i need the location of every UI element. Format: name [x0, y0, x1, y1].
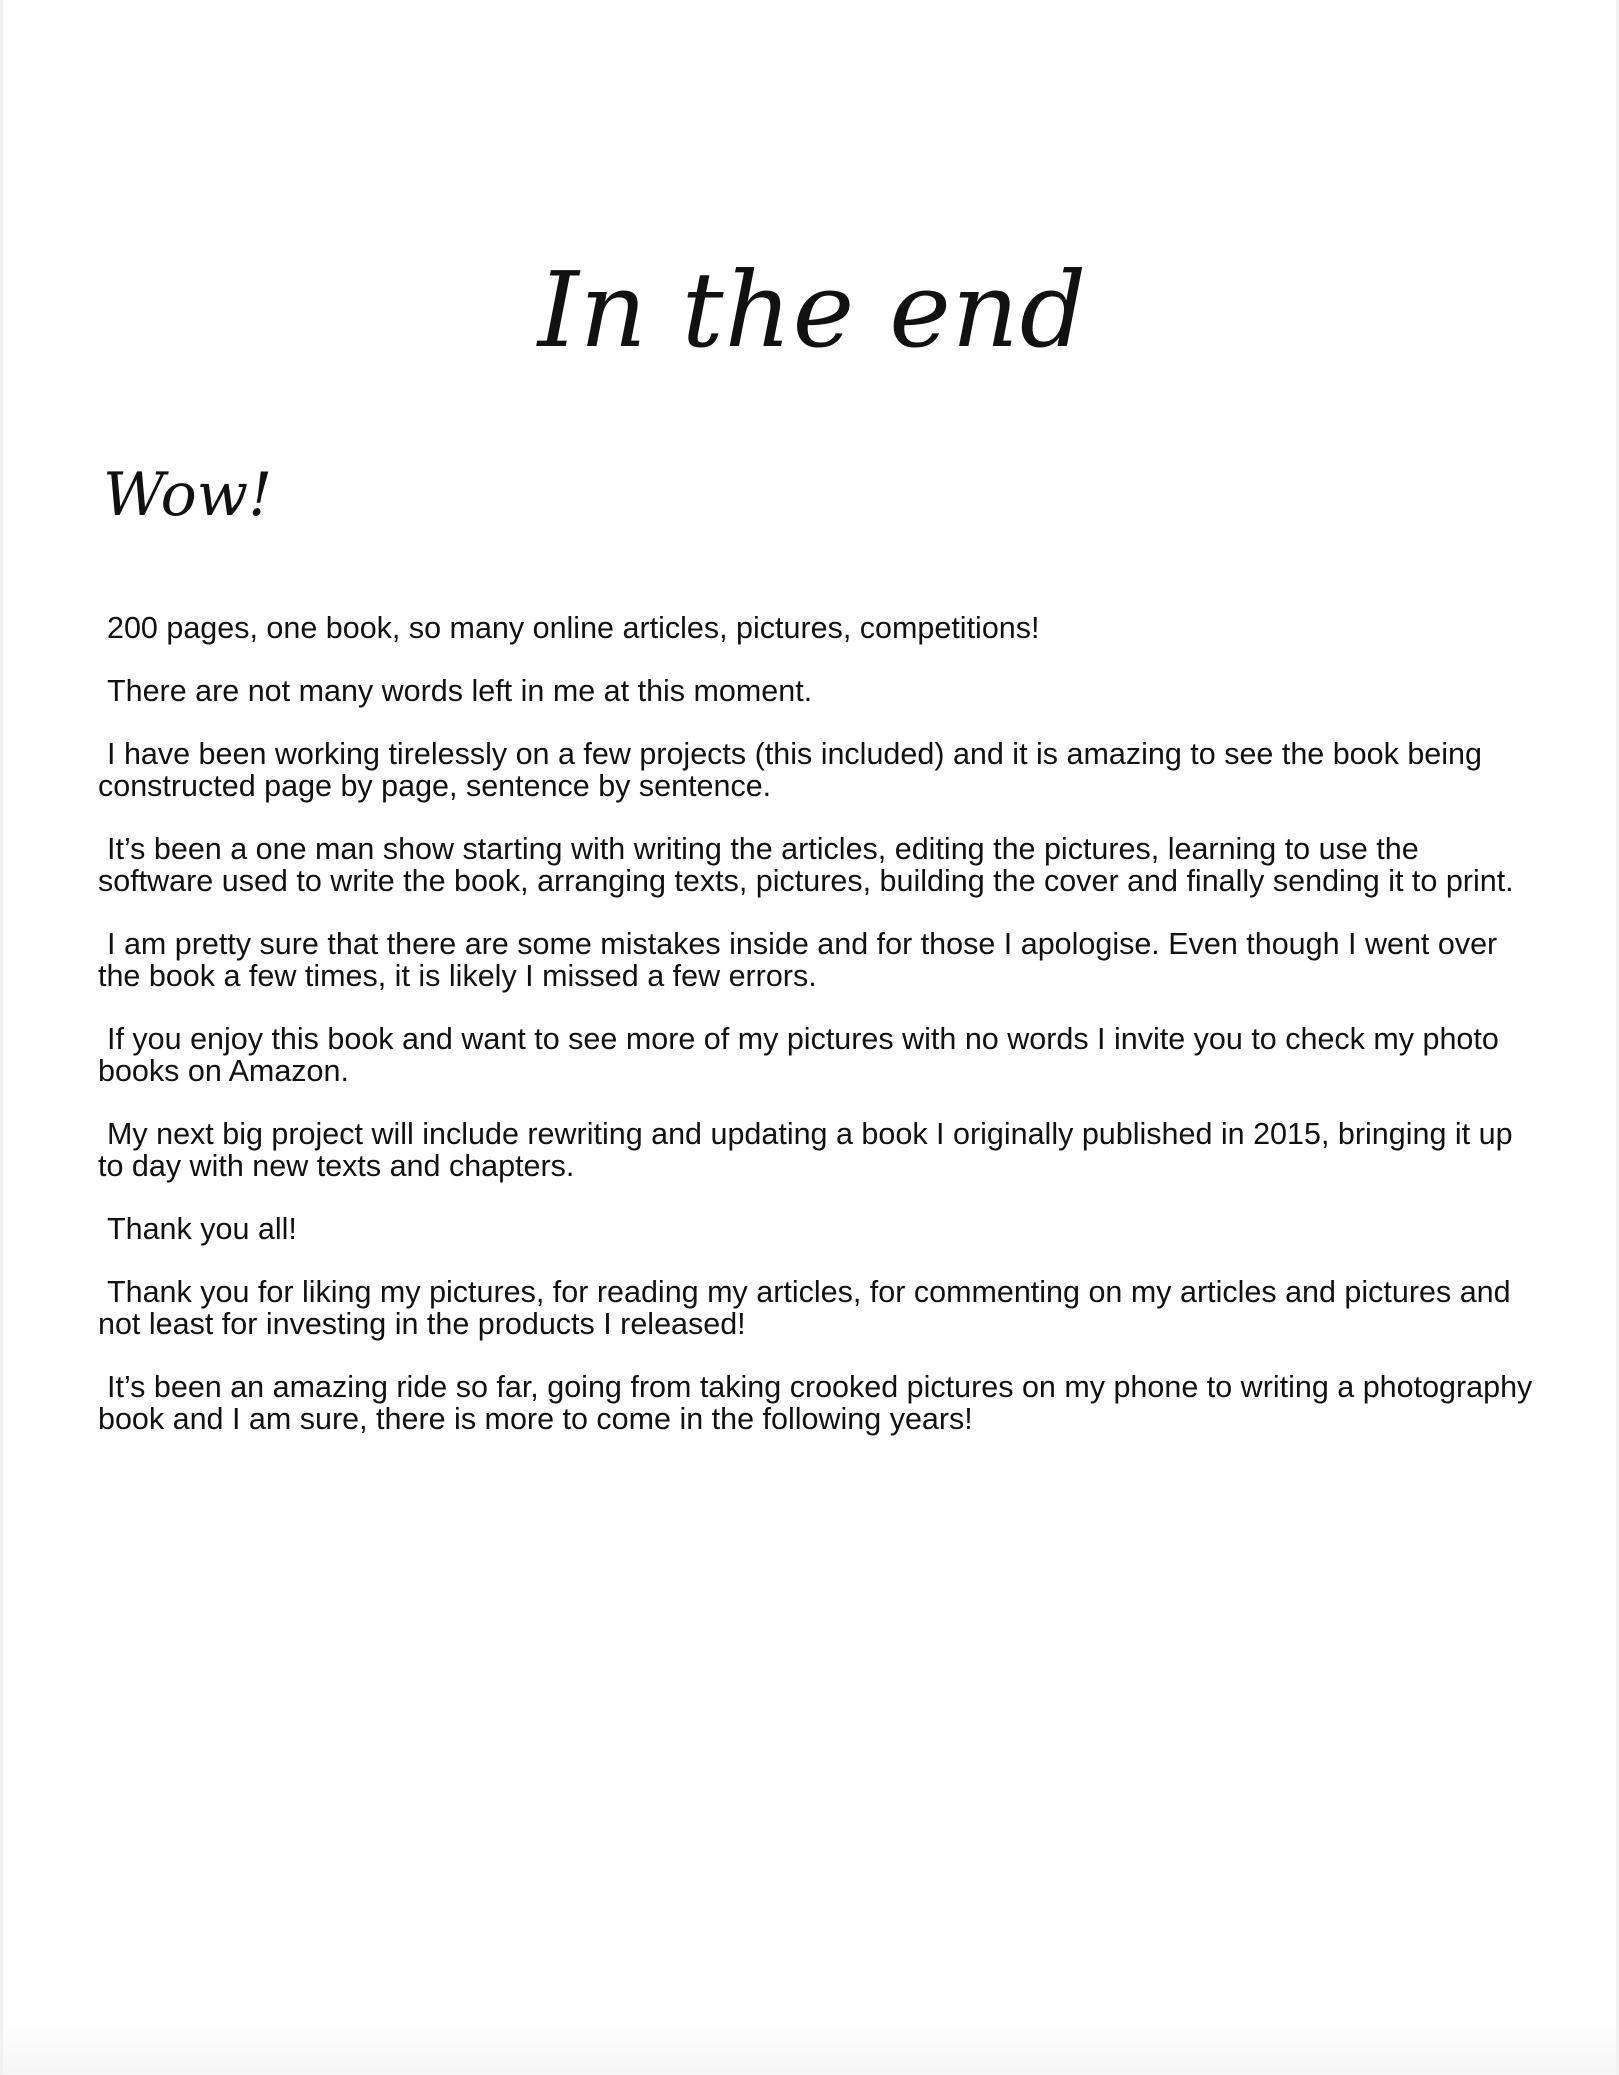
- paragraph: There are not many words left in me at this moment.: [107, 674, 813, 708]
- body-text: [98, 612, 1538, 1466]
- paragraph: 200 pages, one book, so many online articles, pictures, competitions!: [107, 611, 1040, 645]
- page-title: In the end: [537, 249, 1088, 371]
- paragraph: If you enjoy this book and want to see more of my pictures with no words I invite you to check my photo books on Amazon.: [98, 1022, 1499, 1088]
- section-heading: Wow!: [103, 460, 273, 530]
- paragraph: I have been working tirelessly on a few projects (this included) and it is amazing to see the book being constructed page by page, sentence by sentence.: [98, 737, 1482, 803]
- paragraph: It’s been a one man show starting with writing the articles, editing the pictures, learning to use the software used to write the book, arranging texts, pictures, building the cover and finally sending it to print.: [98, 832, 1514, 898]
- paragraph: I am pretty sure that there are some mistakes inside and for those I apologise. Even though I went over the book a few times, it is likely I missed a few errors.: [98, 927, 1498, 993]
- paragraph: My next big project will include rewriting and updating a book I originally published in 2015, bringing it up to day with new texts and chapters.: [98, 1117, 1513, 1183]
- paragraph: It’s been an amazing ride so far, going from taking crooked pictures on my phone to writing a photography book and I am sure, there is more to come in the following years!: [98, 1370, 1533, 1436]
- paragraph: Thank you for liking my pictures, for reading my articles, for commenting on my articles and pictures and not least for investing in the products I released!: [98, 1275, 1511, 1341]
- paragraph: Thank you all!: [107, 1212, 297, 1246]
